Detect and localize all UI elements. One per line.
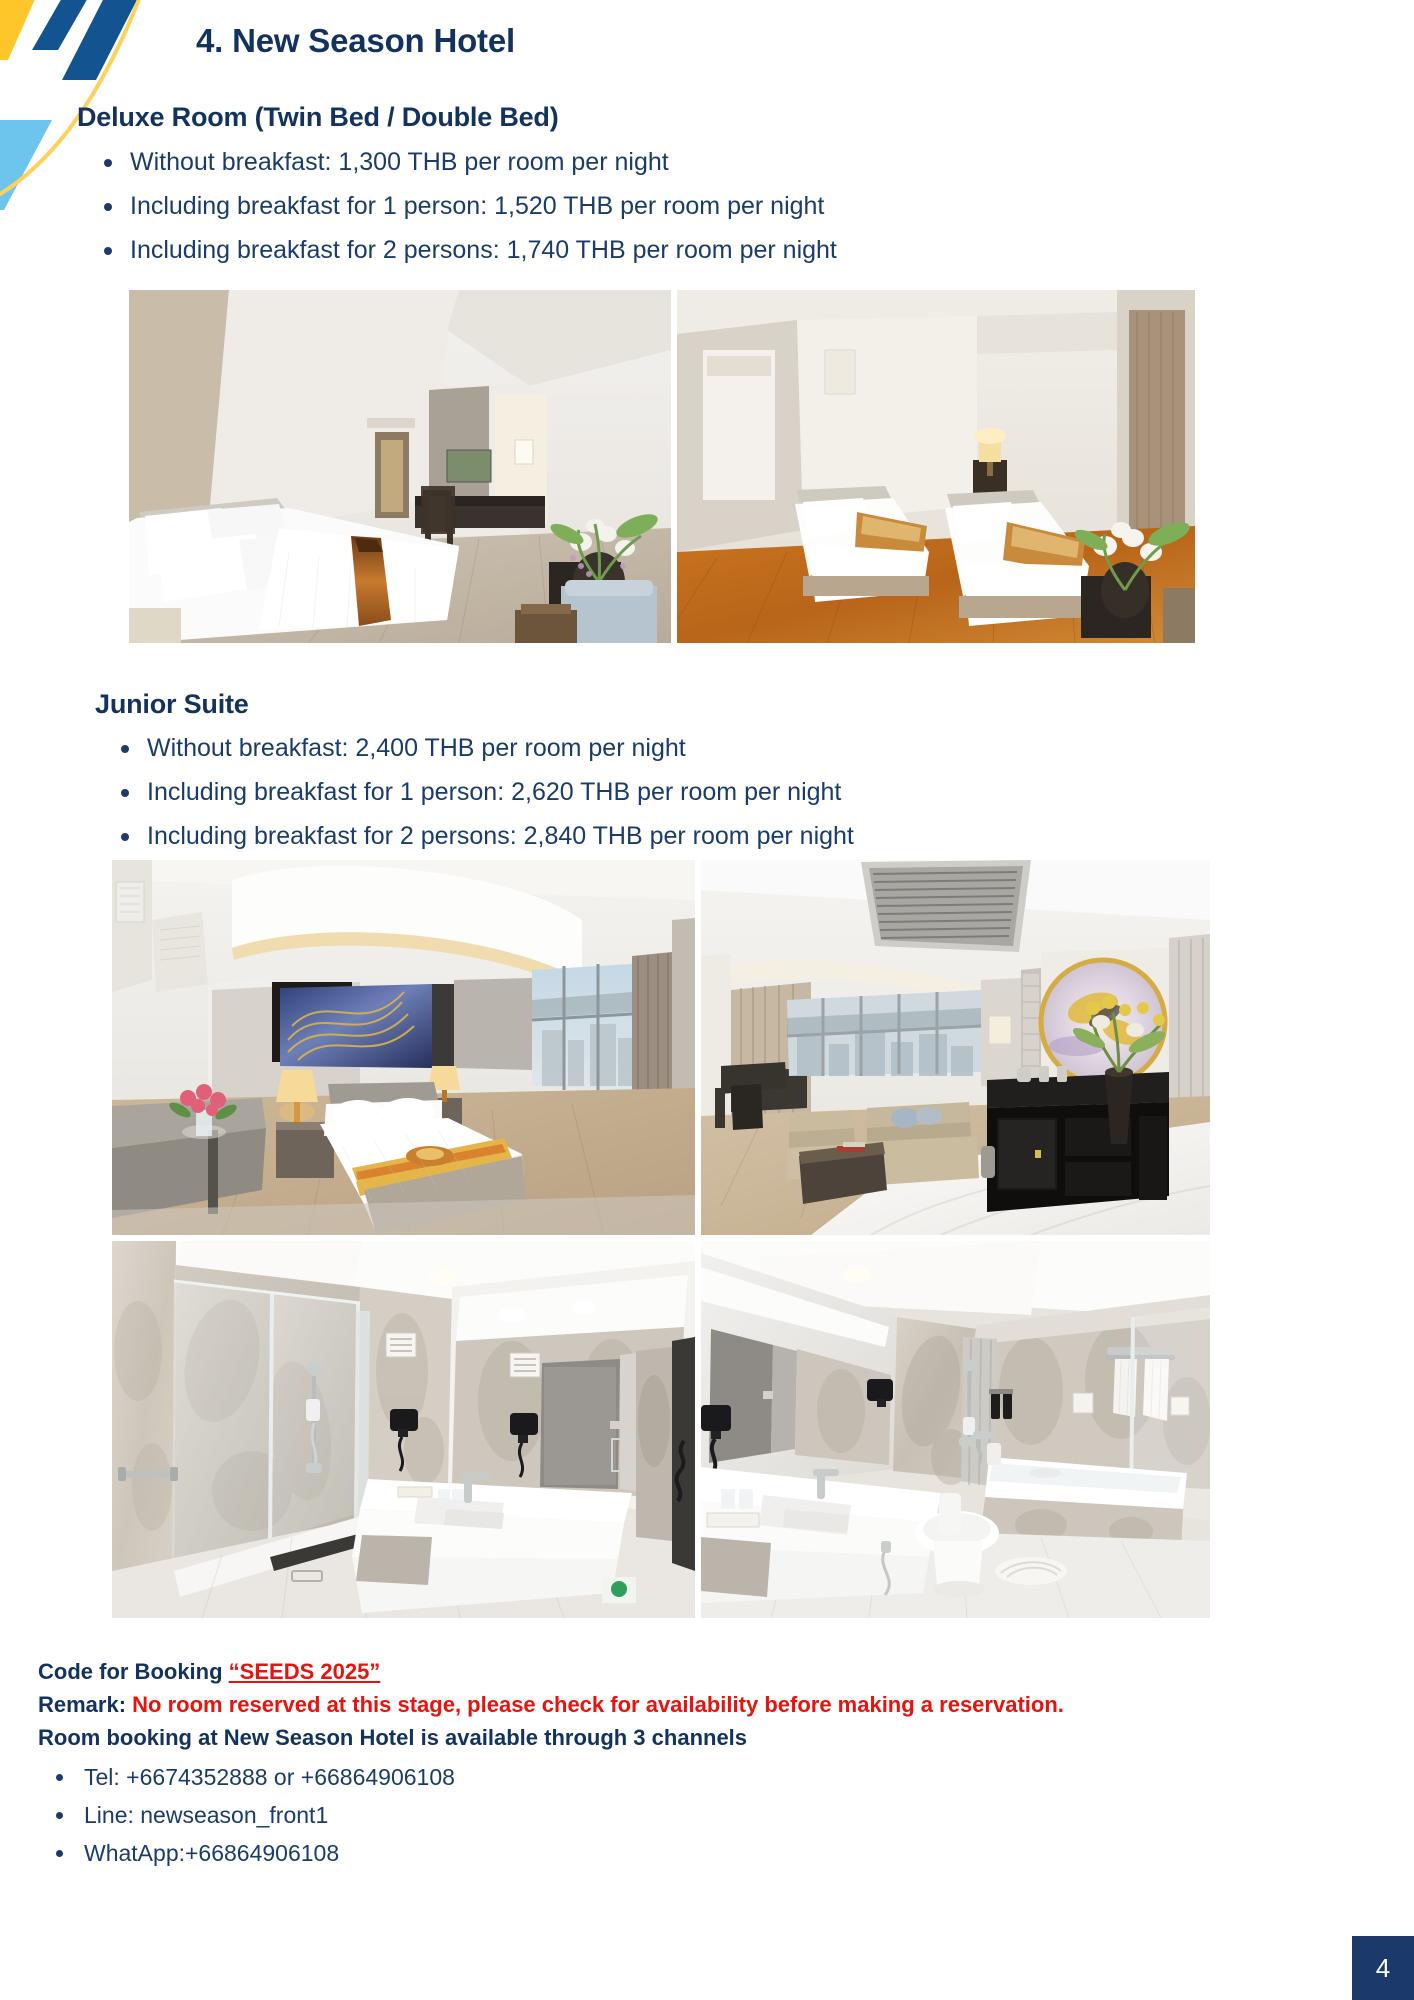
photo-deluxe-double-bedroom — [129, 290, 671, 643]
rate-item: Including breakfast for 1 person: 2,620 THB per room per night — [113, 770, 854, 814]
rate-item: Including breakfast for 1 person: 1,520 THB per room per night — [96, 184, 837, 228]
vanity-counter — [352, 1473, 632, 1613]
rate-item: Without breakfast: 2,400 THB per room per night — [113, 726, 854, 770]
booking-info — [38, 1655, 1378, 1872]
rate-item: Without breakfast: 1,300 THB per room per night — [96, 140, 837, 184]
booking-channels-intro: Room booking at New Season Hotel is available through 3 channels — [38, 1725, 748, 1750]
photo-strip-deluxe — [129, 290, 1195, 643]
rate-item: Including breakfast for 2 persons: 1,740 THB per room per night — [96, 228, 837, 272]
photo-junior-suite-bathroom-bathtub — [701, 1241, 1210, 1618]
deco-yellow-bar — [0, 0, 104, 60]
booking-channel-tel: Tel: +6674352888 or +66864906108 — [38, 1758, 1378, 1796]
booking-remark-value: No room reserved at this stage, please check for availability before making a reservation. — [132, 1692, 1064, 1717]
rate-list-deluxe — [96, 140, 837, 272]
booking-remark-line — [38, 1688, 1378, 1721]
page-title: 4. New Season Hotel — [196, 22, 515, 59]
photo-junior-suite-bedroom — [112, 860, 695, 1235]
deco-light-blue-bars — [0, 120, 52, 210]
booking-code-line — [38, 1655, 1378, 1688]
rate-item: Including breakfast for 2 persons: 2,840 THB per room per night — [113, 814, 854, 858]
deco-dark-blue-bar-2 — [32, 0, 104, 50]
booking-code-value: “SEEDS 2025” — [228, 1659, 381, 1684]
minibar-cabinet — [981, 1066, 1169, 1212]
deco-dark-blue-bars — [36, 0, 150, 96]
booking-channel-whatsapp: WhatApp:+66864906108 — [38, 1834, 1378, 1872]
section-heading-junior-suite: Junior Suite — [95, 689, 249, 719]
folded-towel-floor — [995, 1557, 1067, 1585]
photo-junior-suite-bathroom-shower — [112, 1241, 695, 1618]
page-number-badge: 4 — [1352, 1936, 1414, 2000]
booking-code-label: Code for Booking — [38, 1659, 223, 1684]
booking-channels-list — [38, 1758, 1378, 1872]
photo-grid-junior-suite — [112, 860, 1210, 1618]
booking-channel-line: Line: newseason_front1 — [38, 1796, 1378, 1834]
booking-remark-label: Remark: — [38, 1692, 127, 1717]
rate-list-junior-suite — [113, 726, 854, 858]
ceiling-ac-vent — [861, 860, 1031, 952]
section-heading-deluxe: Deluxe Room (Twin Bed / Double Bed) — [77, 102, 559, 132]
photo-deluxe-twin-bedroom — [677, 290, 1195, 643]
photo-junior-suite-living-room — [701, 860, 1210, 1235]
